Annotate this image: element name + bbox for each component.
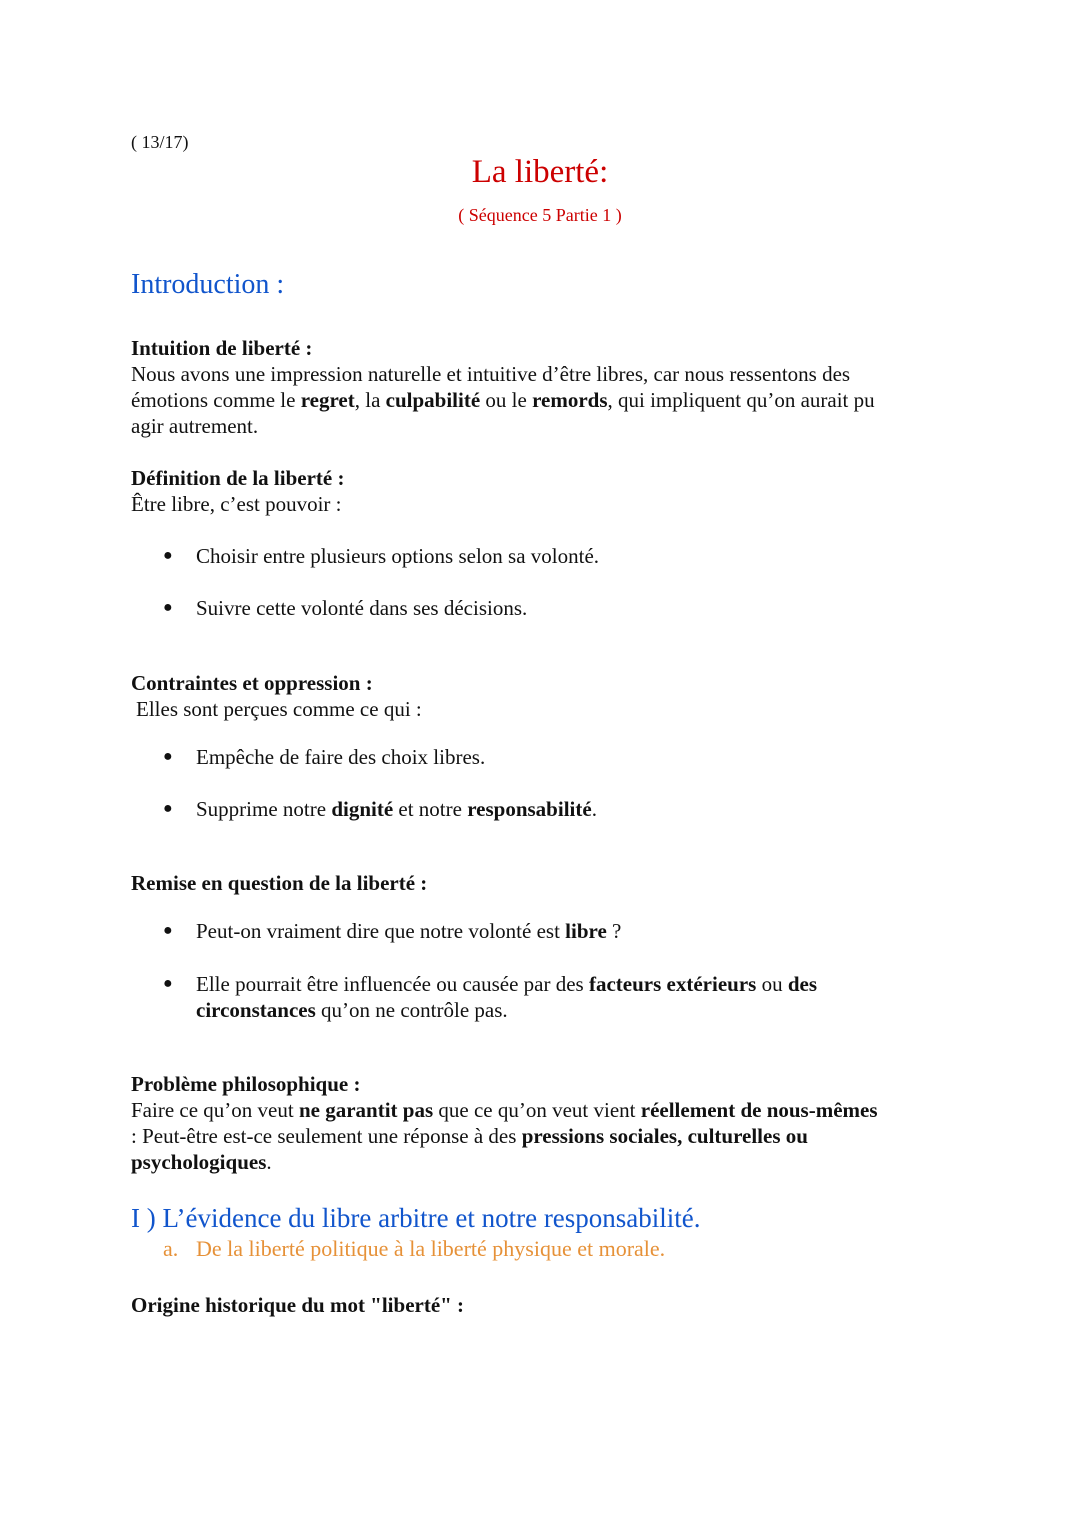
origine-heading: Origine historique du mot "liberté" :	[131, 1293, 465, 1317]
list-item: Elle pourrait être influencée ou causée par des facteurs extérieurs ou des	[196, 972, 818, 996]
introduction-heading: Introduction :	[131, 269, 285, 300]
intuition-heading: Intuition de liberté :	[131, 336, 313, 360]
list-item: Peut-on vraiment dire que notre volonté est libre ?	[196, 919, 622, 943]
list-item: Supprime notre dignité et notre responsabilité.	[196, 797, 597, 821]
page-subtitle: ( Séquence 5 Partie 1 )	[458, 205, 622, 225]
bullet-icon: ●	[163, 800, 173, 817]
bullet-icon: ●	[163, 547, 173, 564]
contraintes-intro: Elles sont perçues comme ce qui :	[136, 697, 422, 721]
probleme-line-1: Faire ce qu’on veut ne garantit pas que ce qu’on veut vient réellement de nous-mêmes	[131, 1098, 878, 1122]
intuition-line-2: émotions comme le regret, la culpabilité ou le remords, qui impliquent qu’on aurait pu	[131, 388, 875, 412]
bullet-icon: ●	[163, 975, 173, 992]
intuition-line-1: Nous avons une impression naturelle et intuitive d’être libres, car nous ressentons des	[131, 362, 851, 386]
page-title: La liberté:	[471, 154, 609, 190]
list-item: Empêche de faire des choix libres.	[196, 745, 486, 769]
contraintes-heading: Contraintes et oppression :	[131, 671, 373, 695]
bullet-icon: ●	[163, 922, 173, 939]
bullet-icon: ●	[163, 599, 173, 616]
definition-intro: Être libre, c’est pouvoir :	[131, 492, 342, 516]
intuition-line-3: agir autrement.	[131, 414, 259, 438]
bullet-icon: ●	[163, 748, 173, 765]
list-item-continuation: circonstances qu’on ne contrôle pas.	[196, 998, 508, 1022]
probleme-line-3: psychologiques.	[131, 1150, 272, 1174]
list-item: Suivre cette volonté dans ses décisions.	[196, 596, 528, 620]
section-heading: I ) L’évidence du libre arbitre et notre responsabilité.	[131, 1203, 701, 1233]
page-number: ( 13/17)	[131, 132, 189, 152]
subsection-heading: a. De la liberté politique à la liberté physique et morale.	[163, 1236, 666, 1261]
definition-heading: Définition de la liberté :	[131, 466, 345, 490]
probleme-heading: Problème philosophique :	[131, 1072, 361, 1096]
remise-heading: Remise en question de la liberté :	[131, 871, 428, 895]
list-item: Choisir entre plusieurs options selon sa volonté.	[196, 544, 600, 568]
probleme-line-2: : Peut-être est-ce seulement une réponse à des pressions sociales, culturelles ou	[131, 1124, 808, 1148]
